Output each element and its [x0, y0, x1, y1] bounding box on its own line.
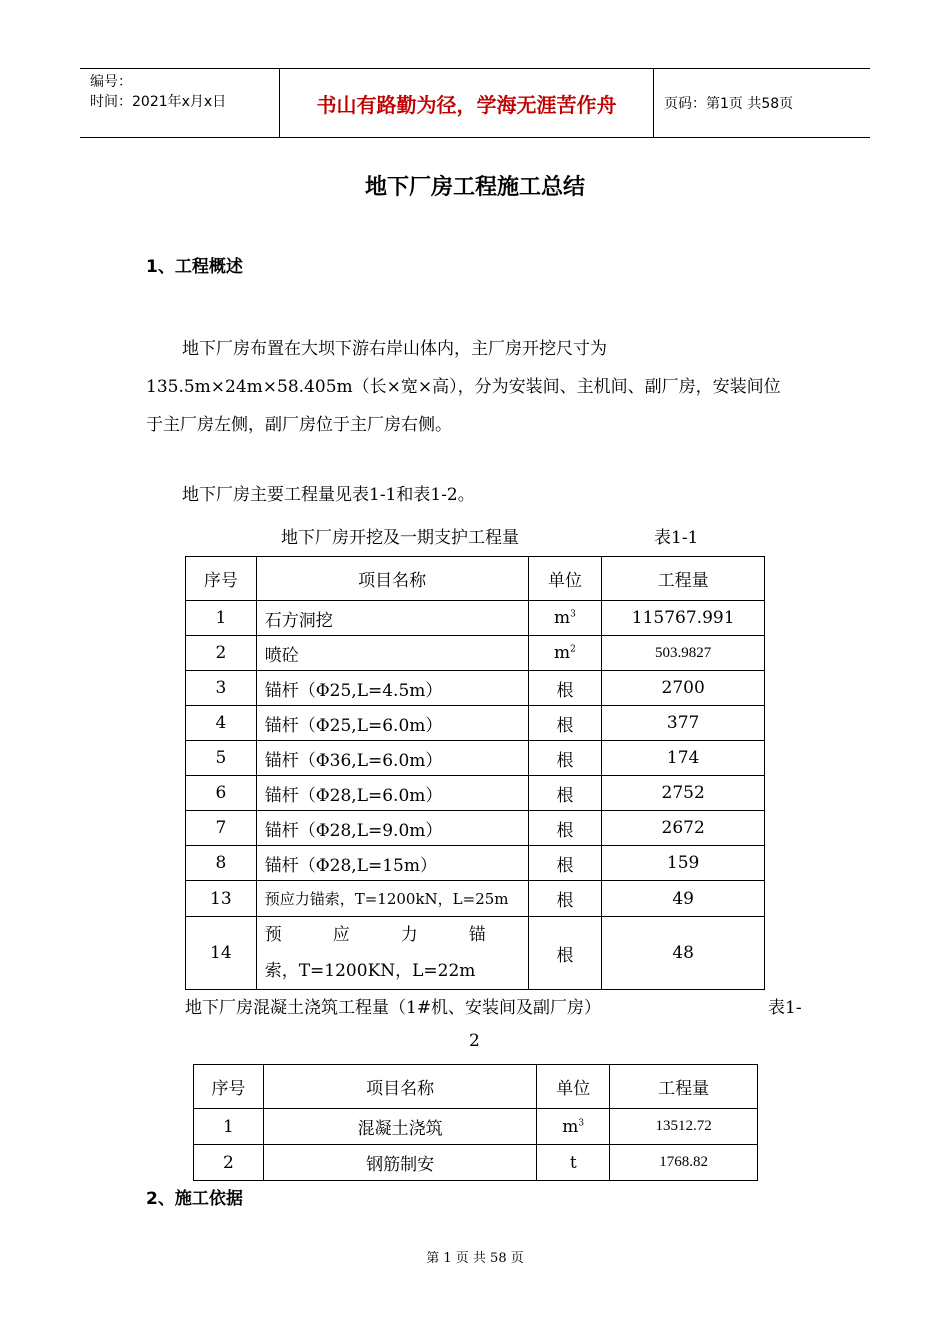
table2-header-unit: 单位	[537, 1065, 610, 1109]
table-row	[186, 811, 765, 846]
table2-header-row	[194, 1065, 758, 1109]
quantities-paragraph	[146, 476, 811, 514]
row-qty: 48	[602, 917, 765, 990]
row-name: 锚杆（Φ28,L=9.0m）	[256, 811, 528, 846]
row-qty: 2700	[602, 671, 765, 706]
row-no: 1	[194, 1109, 264, 1145]
row-no: 2	[186, 636, 257, 671]
row-name: 锚杆（Φ28,L=6.0m）	[256, 776, 528, 811]
row-unit: $m^3$	[528, 601, 602, 636]
row-no: 8	[186, 846, 257, 881]
document-title: 地下厂房工程施工总结	[364, 175, 585, 200]
row-qty: 174	[602, 741, 765, 776]
header-meta	[80, 69, 280, 137]
row-no: 5	[186, 741, 257, 776]
table-row	[186, 846, 765, 881]
row-name	[256, 917, 528, 990]
row-unit: t	[537, 1145, 610, 1181]
row-no: 2	[194, 1145, 264, 1181]
table-row	[194, 1145, 758, 1181]
row-no: 4	[186, 706, 257, 741]
row-qty: 159	[602, 846, 765, 881]
table-row	[194, 1109, 758, 1145]
row-qty: 2672	[602, 811, 765, 846]
table-row	[186, 776, 765, 811]
row-unit: 根	[528, 706, 602, 741]
table2-caption: 地下厂房混凝土浇筑工程量（1#机、安装间及副厂房）	[185, 998, 602, 1018]
table-row	[186, 601, 765, 636]
row-no: 7	[186, 811, 257, 846]
table-row	[186, 881, 765, 917]
row-unit: $m^3$	[537, 1109, 610, 1145]
overview-line-3: 于主厂房左侧，副厂房位于主厂房右侧。	[146, 415, 452, 435]
overview-paragraph	[146, 330, 811, 444]
row-no: 6	[186, 776, 257, 811]
row-name: 预应力锚索，T=1200kN，L=25m	[256, 881, 528, 917]
section-heading-overview: 1、工程概述	[146, 257, 243, 277]
row-name: 喷砼	[256, 636, 528, 671]
row-qty: 115767.991	[602, 601, 765, 636]
overview-line-1: 地下厂房布置在大坝下游右岸山体内，主厂房开挖尺寸为	[182, 339, 607, 359]
row-name: 钢筋制安	[263, 1145, 536, 1181]
table2-header-no: 序号	[194, 1065, 264, 1109]
row-qty: 2752	[602, 776, 765, 811]
table1-header-row	[186, 557, 765, 601]
table-concrete-pouring	[193, 1064, 758, 1181]
time-label: 时间：2021年x月x日	[90, 94, 227, 110]
table2-caption-number: 表1-	[768, 998, 802, 1018]
row-name: 锚杆（Φ36,L=6.0m）	[256, 741, 528, 776]
row-qty: 377	[602, 706, 765, 741]
row-unit: 根	[528, 881, 602, 917]
row-name: 混凝土浇筑	[263, 1109, 536, 1145]
table-row	[186, 741, 765, 776]
row-unit: 根	[528, 741, 602, 776]
row-name: 锚杆（Φ25,L=4.5m）	[256, 671, 528, 706]
row-qty: 503.9827	[602, 636, 765, 671]
table1-caption-number: 表1-1	[654, 528, 699, 548]
row-unit: 根	[528, 811, 602, 846]
number-label: 编号：	[90, 74, 132, 90]
table-row	[186, 917, 765, 990]
row-name-line-2: 索，T=1200KN，L=22m	[264, 961, 476, 981]
header-page-info: 页码：第1页 共58页	[664, 96, 794, 112]
row-unit: 根	[528, 846, 602, 881]
table-row	[186, 636, 765, 671]
row-unit: $m^2$	[528, 636, 602, 671]
row-unit: 根	[528, 917, 602, 990]
row-no: 1	[186, 601, 257, 636]
page-footer: 第 1 页 共 58 页	[426, 1251, 524, 1266]
row-name: 锚杆（Φ25,L=6.0m）	[256, 706, 528, 741]
row-unit: 根	[528, 776, 602, 811]
row-qty: 49	[602, 881, 765, 917]
table-row	[186, 706, 765, 741]
table1-header-unit: 单位	[528, 557, 602, 601]
table2-header-name: 项目名称	[263, 1065, 536, 1109]
row-qty: 1768.82	[610, 1145, 758, 1181]
table-excavation-support	[185, 556, 765, 990]
table1-header-qty: 工程量	[602, 557, 765, 601]
row-name: 锚杆（Φ28,L=15m）	[256, 846, 528, 881]
row-name: 石方洞挖	[256, 601, 528, 636]
header-motto: 书山有路勤为径，学海无涯苦作舟	[280, 69, 654, 137]
row-no: 13	[186, 881, 257, 917]
quantities-text: 地下厂房主要工程量见表1-1和表1-2。	[182, 485, 475, 505]
overview-line-2: 135.5m×24m×58.405m（长×宽×高），分为安装间、主机间、副厂房，安装间位	[146, 377, 781, 397]
section-heading-basis: 2、施工依据	[146, 1189, 243, 1209]
table2-header-qty: 工程量	[610, 1065, 758, 1109]
row-name-line-1: 预 应 力 锚	[264, 925, 486, 945]
table-row	[186, 671, 765, 706]
row-no: 3	[186, 671, 257, 706]
table1-header-no: 序号	[186, 557, 257, 601]
table1-caption: 地下厂房开挖及一期支护工程量	[281, 528, 519, 548]
table1-header-name: 项目名称	[256, 557, 528, 601]
table2-caption-number-cont: 2	[469, 1031, 480, 1051]
row-no: 14	[186, 917, 257, 990]
row-qty: 13512.72	[610, 1109, 758, 1145]
row-unit: 根	[528, 671, 602, 706]
document-header	[80, 68, 870, 138]
